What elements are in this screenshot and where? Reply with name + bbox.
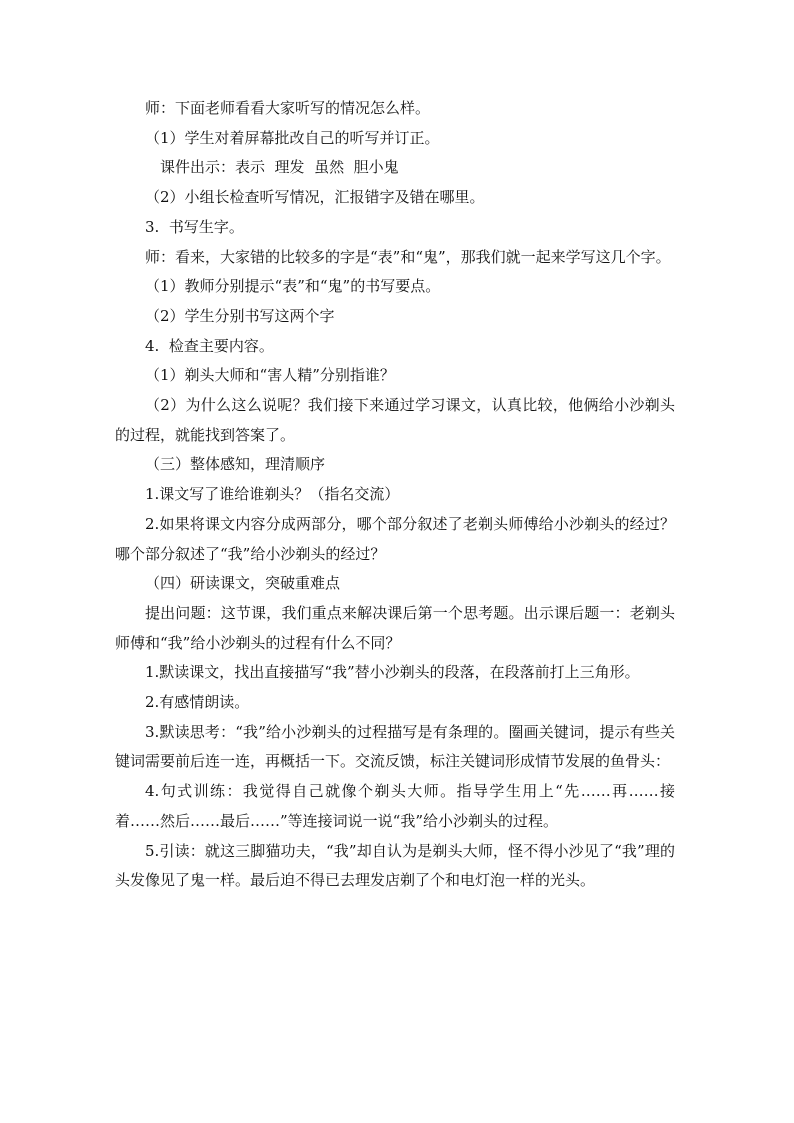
paragraph: （1）教师分别提示“表”和“鬼”的书写要点。: [145, 277, 441, 296]
paragraph: 师：下面老师看看大家听写的情况怎么样。: [145, 99, 431, 117]
paragraph: 3. 书写生字。: [145, 217, 244, 236]
paragraph: （1）学生对着屏幕批改自己的听写并订正。: [145, 128, 440, 147]
paragraph: 5.引读：就这三脚猫功夫，“我”却自认为是剃头大师，怪不得小沙见了“我”理的头发像见了鬼一样。最后迫不得已去理发店剃了个和电灯泡一样的光头。: [115, 841, 675, 890]
section-heading: （四）研读课文，突破重难点: [145, 574, 341, 593]
paragraph: 课件出示：表示 理发 虽然 胆小鬼: [160, 158, 399, 177]
document-body: [115, 94, 675, 896]
paragraph: 3.默读思考：“我”给小沙剃头的过程描写是有条理的。圈画关键词，提示有些关键词需要前后连一连，再概括一下。交流反馈，标注关键词形成情节发展的鱼骨头：: [115, 722, 675, 771]
paragraph: 师：看来，大家错的比较多的字是“表”和“鬼”，那我们就一起来学写这几个字。: [145, 247, 671, 266]
paragraph: 2.如果将课文内容分成两部分，哪个部分叙述了老剃头师傅给小沙剃头的经过？哪个部分叙述了“我”给小沙剃头的经过？: [115, 514, 675, 563]
paragraph: 1.默读课文，找出直接描写“我”替小沙剃头的段落，在段落前打上三角形。: [145, 663, 640, 682]
paragraph: 4.句式训练：我觉得自己就像个剃头大师。指导学生用上“先……再……接着……然后……最后……”等连接词说一说“我”给小沙剃头的过程。: [115, 782, 675, 830]
paragraph: （2）为什么这么说呢？我们接下来通过学习课文，认真比较，他俩给小沙剃头的过程，就能找到答案了。: [115, 396, 675, 444]
paragraph: （2）学生分别书写这两个字: [145, 306, 335, 325]
paragraph: 提出问题：这节课，我们重点来解决课后第一个思考题。出示课后题一：老剃头师傅和“我”给小沙剃头的过程有什么不同？: [115, 603, 675, 652]
paragraph: （2）小组长检查听写情况，汇报错字及错在哪里。: [145, 188, 485, 207]
paragraph: 2.有感情朗读。: [145, 693, 250, 712]
paragraph: 4. 检查主要内容。: [145, 336, 274, 355]
paragraph: （1）剃头大师和“害人精”分别指谁？: [145, 366, 395, 385]
paragraph: 1.课文写了谁给谁剃头？（指名交流）: [145, 485, 400, 504]
section-heading: （三）整体感知，理清顺序: [145, 455, 326, 474]
